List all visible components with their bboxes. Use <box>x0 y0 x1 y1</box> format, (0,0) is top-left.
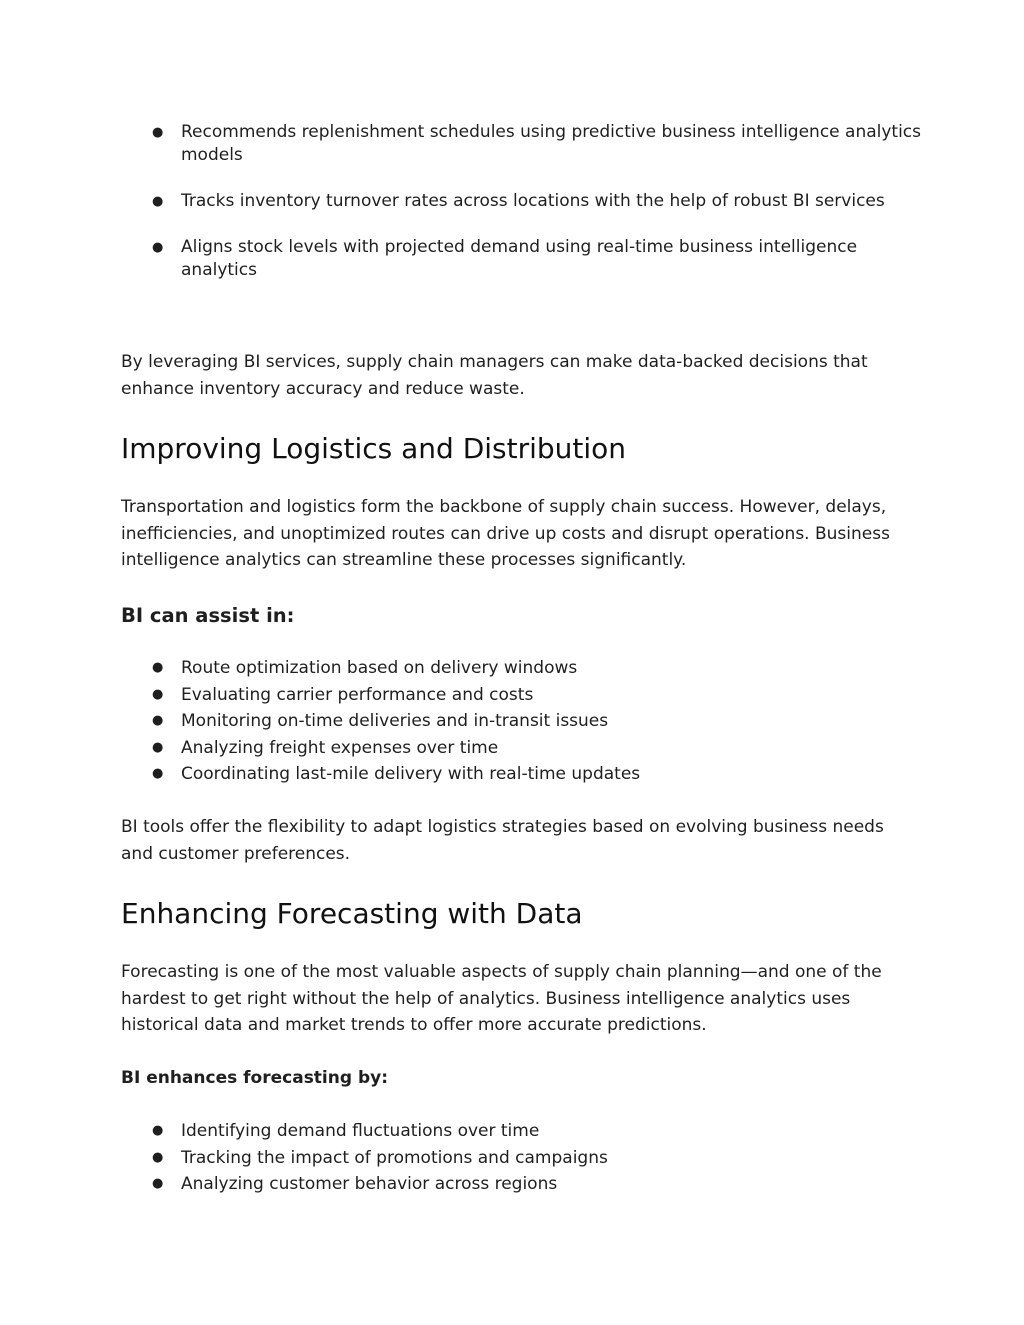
list-item-text: Aligns stock levels with projected demand using real-time business intelligence analytics <box>181 237 858 280</box>
list-item <box>121 735 921 762</box>
bullet-icon: ● <box>152 194 164 209</box>
logistics-closing: BI tools offer the flexibility to adapt logistics strategies based on evolving business needs and customer preferences. <box>121 817 884 864</box>
list-item <box>121 761 921 788</box>
list-item <box>121 1145 921 1172</box>
bullet-icon: ● <box>152 1176 164 1191</box>
list-item <box>121 121 921 167</box>
logistics-heading-container <box>121 431 921 467</box>
bullet-icon: ● <box>152 713 164 728</box>
forecasting-intro-container <box>121 959 921 1039</box>
list-item-text: Recommends replenishment schedules using predictive business intelligence analytics models <box>181 122 922 165</box>
forecasting-bullet-list <box>121 1118 921 1198</box>
list-item-text: Route optimization based on delivery windows <box>181 658 578 678</box>
bullet-icon: ● <box>152 125 164 140</box>
logistics-closing-container <box>121 814 921 867</box>
bullet-icon: ● <box>152 1123 164 1138</box>
bullet-icon: ● <box>152 240 164 255</box>
bullet-icon: ● <box>152 766 164 781</box>
list-item <box>121 682 921 709</box>
list-item <box>121 236 921 282</box>
list-item-text: Monitoring on-time deliveries and in-transit issues <box>181 711 609 731</box>
forecasting-list-container <box>121 1118 921 1198</box>
forecasting-heading-container <box>121 896 921 932</box>
logistics-intro: Transportation and logistics form the backbone of supply chain success. However, delays, inefficiencies, and unoptimized routes can drive up costs and disrupt operations. Business intelligence analytics can streamline these processes significantly. <box>121 497 890 570</box>
list-item-text: Coordinating last-mile delivery with real-time updates <box>181 764 641 784</box>
list-item <box>121 1171 921 1198</box>
list-item <box>121 1118 921 1145</box>
logistics-subheading-container <box>121 602 921 630</box>
inventory-paragraph: By leveraging BI services, supply chain managers can make data-backed decisions that enhance inventory accuracy and reduce waste. <box>121 352 868 399</box>
forecasting-subheading-container <box>121 1065 921 1091</box>
list-item-text: Tracks inventory turnover rates across locations with the help of robust BI services <box>181 191 885 211</box>
logistics-list-container <box>121 655 921 788</box>
bullet-icon: ● <box>152 660 164 675</box>
logistics-intro-container <box>121 494 921 574</box>
forecasting-heading: Enhancing Forecasting with Data <box>121 897 583 930</box>
list-item-text: Identifying demand fluctuations over time <box>181 1121 540 1141</box>
logistics-heading: Improving Logistics and Distribution <box>121 432 627 465</box>
bullet-icon: ● <box>152 739 164 755</box>
logistics-subheading: BI can assist in: <box>121 604 295 627</box>
list-item-text: Analyzing customer behavior across regions <box>181 1174 558 1194</box>
list-item-text: Evaluating carrier performance and costs <box>181 684 534 705</box>
logistics-bullet-list <box>121 655 921 788</box>
list-item <box>121 655 921 682</box>
top-bullet-list-container <box>121 121 921 305</box>
list-item <box>121 708 921 735</box>
inventory-paragraph-container <box>121 349 921 402</box>
forecasting-subheading: BI enhances forecasting by: <box>121 1068 389 1088</box>
list-item-text: Tracking the impact of promotions and campaigns <box>181 1147 608 1168</box>
list-item <box>121 190 921 213</box>
bullet-icon: ● <box>152 686 164 702</box>
top-bullet-list <box>121 121 921 282</box>
forecasting-intro: Forecasting is one of the most valuable aspects of supply chain planning—and one of the hardest to get right without the help of analytics. Business intelligence analytics uses historical data and market trends to offer more accurate predictions. <box>121 962 882 1035</box>
list-item-text: Analyzing freight expenses over time <box>181 737 499 758</box>
bullet-icon: ● <box>152 1149 164 1165</box>
